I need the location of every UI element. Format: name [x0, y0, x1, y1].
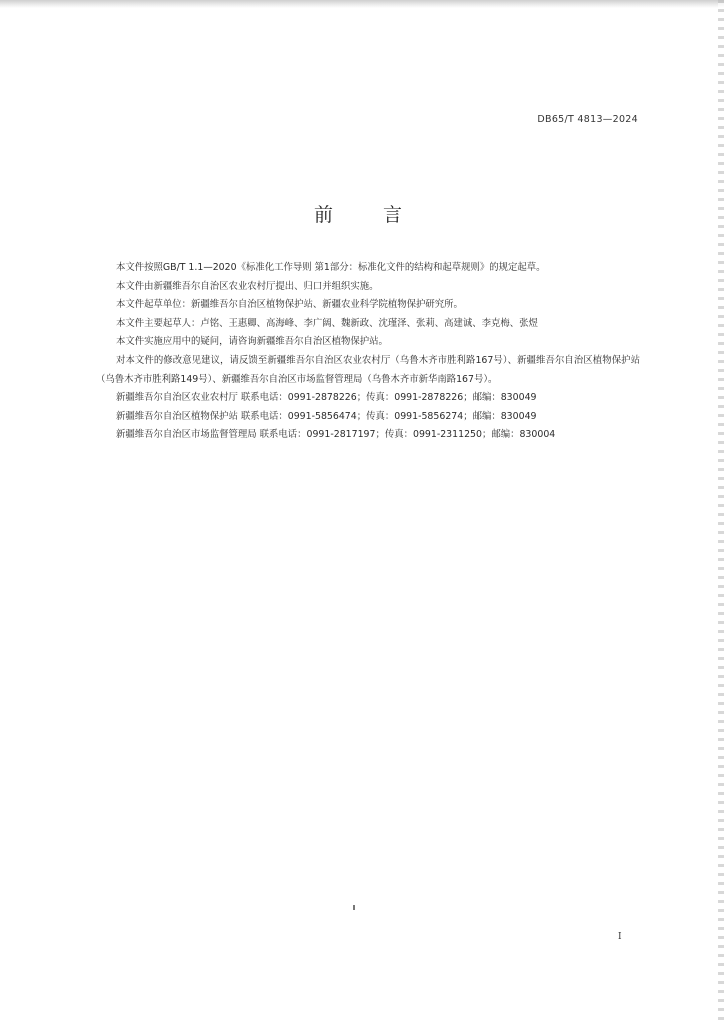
paragraph-inquiries: 本文件实施应用中的疑问，请咨询新疆维吾尔自治区植物保护站。 — [116, 336, 388, 348]
document-code: DB65/T 4813—2024 — [537, 114, 638, 125]
foreword-body — [96, 259, 640, 445]
page-title: 前 言 — [313, 204, 425, 226]
scan-right-edge — [718, 0, 724, 1024]
page-number: I — [618, 932, 622, 942]
scan-mark — [353, 905, 355, 910]
contact-line-market-regulation: 新疆维吾尔自治区市场监督管理局 联系电话：0991-2817197；传真：0991-2311250；邮编：830004 — [116, 429, 556, 441]
paragraph-drafting-units: 本文件起草单位：新疆维吾尔自治区植物保护站、新疆农业科学院植物保护研究所。 — [116, 299, 463, 311]
contact-line-plant-protection: 新疆维吾尔自治区植物保护站 联系电话：0991-5856474；传真：0991-5856274；邮编：830049 — [116, 410, 537, 422]
scan-top-edge — [0, 0, 724, 8]
paragraph-drafters: 本文件主要起草人：卢铭、王惠卿、高海峰、李广阔、魏新政、沈瑾泽、张莉、高建诚、李克梅、张煜 — [116, 317, 538, 329]
paragraph-feedback: 对本文件的修改意见建议，请反馈至新疆维吾尔自治区农业农村厅（乌鲁木齐市胜利路167号）、新疆维吾尔自治区植物保护站（乌鲁木齐市胜利路149号）、新疆维吾尔自治区市场监督管理局（乌鲁木齐市新华南路167号）。 — [96, 354, 640, 385]
contact-line-agriculture: 新疆维吾尔自治区农业农村厅 联系电话：0991-2878226；传真：0991-2878226；邮编：830049 — [116, 392, 537, 404]
paragraph-proposer: 本文件由新疆维吾尔自治区农业农村厅提出、归口并组织实施。 — [116, 280, 379, 292]
paragraph-drafting-rules: 本文件按照GB/T 1.1—2020《标准化工作导则 第1部分：标准化文件的结构和起草规则》的规定起草。 — [116, 262, 546, 273]
